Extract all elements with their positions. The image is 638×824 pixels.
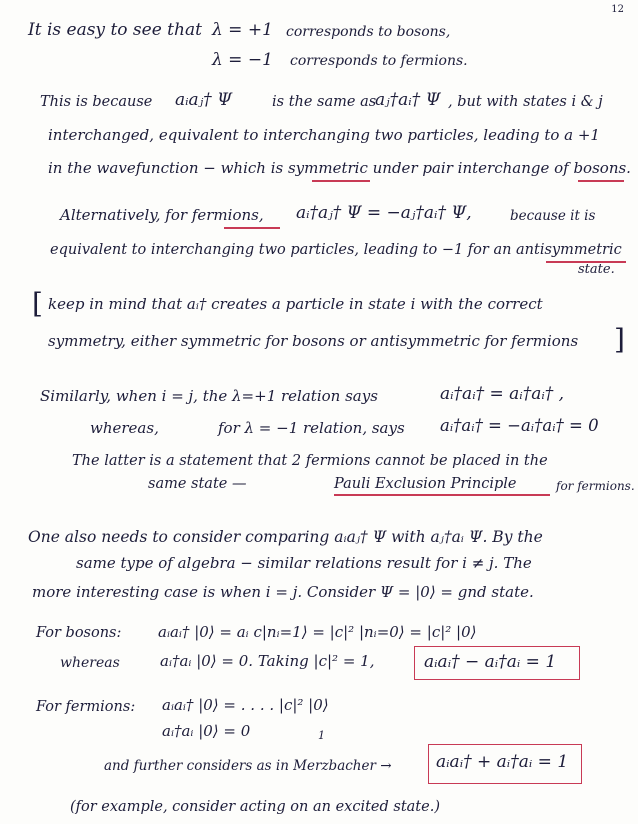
for-bosons-label: For bosons: bbox=[36, 625, 122, 641]
operator-expr-1: aᵢaⱼ† Ψ bbox=[175, 90, 232, 110]
latter-statement-line: The latter is a statement that 2 fermions cannot be placed in the bbox=[72, 453, 548, 469]
example-note-line: (for example, consider acting on an excited state.) bbox=[70, 799, 440, 815]
for-fermions-label: For fermions: bbox=[36, 699, 136, 715]
lambda-minus-relation-text: for λ = −1 relation, says bbox=[218, 419, 405, 437]
underline-fermions bbox=[224, 227, 280, 229]
wavefunction-line: in the wavefunction − which is symmetric under pair interchange of bosons. bbox=[48, 159, 631, 177]
boson-annihilate-expr: aᵢ†aᵢ |0⟩ = 0. Taking |c|² = 1, bbox=[160, 652, 375, 670]
states-swap-text: , but with states i & j bbox=[448, 94, 603, 110]
same-state-text: same state — bbox=[148, 476, 247, 492]
similarly-line: Similarly, when i = j, the λ=+1 relation says bbox=[40, 387, 378, 405]
equivalent-line: equivalent to interchanging two particles, leading to −1 for an antisymmetric bbox=[50, 242, 622, 258]
close-bracket: ] bbox=[614, 323, 625, 356]
fermion-vacuum-expr: aᵢaᵢ† |0⟩ = . . . . |c|² |0⟩ bbox=[162, 696, 329, 714]
bosons-statement: corresponds to bosons, bbox=[286, 24, 451, 40]
fermion-same-state-expr: aᵢ†aᵢ† = −aᵢ†aᵢ† = 0 bbox=[440, 416, 599, 435]
alternatively-text: Alternatively, for fermions, bbox=[60, 206, 264, 224]
open-bracket: [ bbox=[32, 287, 43, 320]
boson-vacuum-expr: aᵢaᵢ† |0⟩ = aᵢ c|nᵢ=1⟩ = |c|² |nᵢ=0⟩ = |c|² |0⟩ bbox=[158, 623, 477, 641]
whereas-text: whereas, bbox=[90, 419, 159, 437]
lambda-plus-one: λ = +1 bbox=[212, 20, 273, 40]
underline-bosons bbox=[578, 180, 624, 182]
fermions-statement: corresponds to fermions. bbox=[290, 53, 468, 69]
operator-expr-2: aⱼ†aᵢ† Ψ bbox=[375, 90, 441, 110]
pauli-exclusion-text: Pauli Exclusion Principle bbox=[334, 476, 517, 492]
page-number: 12 bbox=[611, 4, 624, 15]
fermion-annihilate-expr: aᵢ†aᵢ |0⟩ = 0 bbox=[162, 722, 251, 740]
symmetry-line: symmetry, either symmetric for bosons or antisymmetric for fermions bbox=[48, 332, 579, 350]
one-also-line: One also needs to consider comparing aᵢaⱼ† Ψ with aⱼ†aᵢ Ψ. By the bbox=[28, 528, 543, 546]
same-algebra-line: same type of algebra − similar relations result for i ≠ j. The bbox=[76, 554, 532, 572]
merzbacher-line: and further considers as in Merzbacher → bbox=[104, 758, 392, 774]
state-word: state. bbox=[578, 262, 615, 277]
whereas-label: whereas bbox=[60, 655, 120, 671]
fermion-anticommute-expr: aᵢ†aⱼ† Ψ = −aⱼ†aᵢ† Ψ, bbox=[296, 203, 472, 223]
interesting-case-line: more interesting case is when i = j. Consider Ψ = |0⟩ = gnd state. bbox=[32, 583, 534, 601]
boson-commutator-expr: aᵢaᵢ† − aᵢ†aᵢ = 1 bbox=[424, 652, 557, 672]
fermion-anticommutator-expr: aᵢaᵢ† + aᵢ†aᵢ = 1 bbox=[436, 752, 569, 772]
lambda-minus-one: λ = −1 bbox=[212, 50, 273, 70]
underline-symmetric bbox=[312, 180, 370, 182]
keep-in-mind-line: keep in mind that aᵢ† creates a particle in state i with the correct bbox=[48, 295, 543, 313]
interchanged-line: interchanged, equivalent to interchanging two particles, leading to a +1 bbox=[48, 126, 600, 144]
c-squared-one-note: 1 bbox=[318, 729, 325, 742]
underline-pauli bbox=[334, 494, 550, 496]
intro-text: It is easy to see that bbox=[28, 20, 202, 40]
same-as-text: is the same as bbox=[272, 94, 377, 110]
boson-same-state-expr: aᵢ†aᵢ† = aᵢ†aᵢ† , bbox=[440, 384, 565, 404]
for-fermions-text: for fermions. bbox=[556, 479, 635, 493]
because-text: This is because bbox=[40, 94, 153, 110]
because-it-is-text: because it is bbox=[510, 208, 596, 224]
